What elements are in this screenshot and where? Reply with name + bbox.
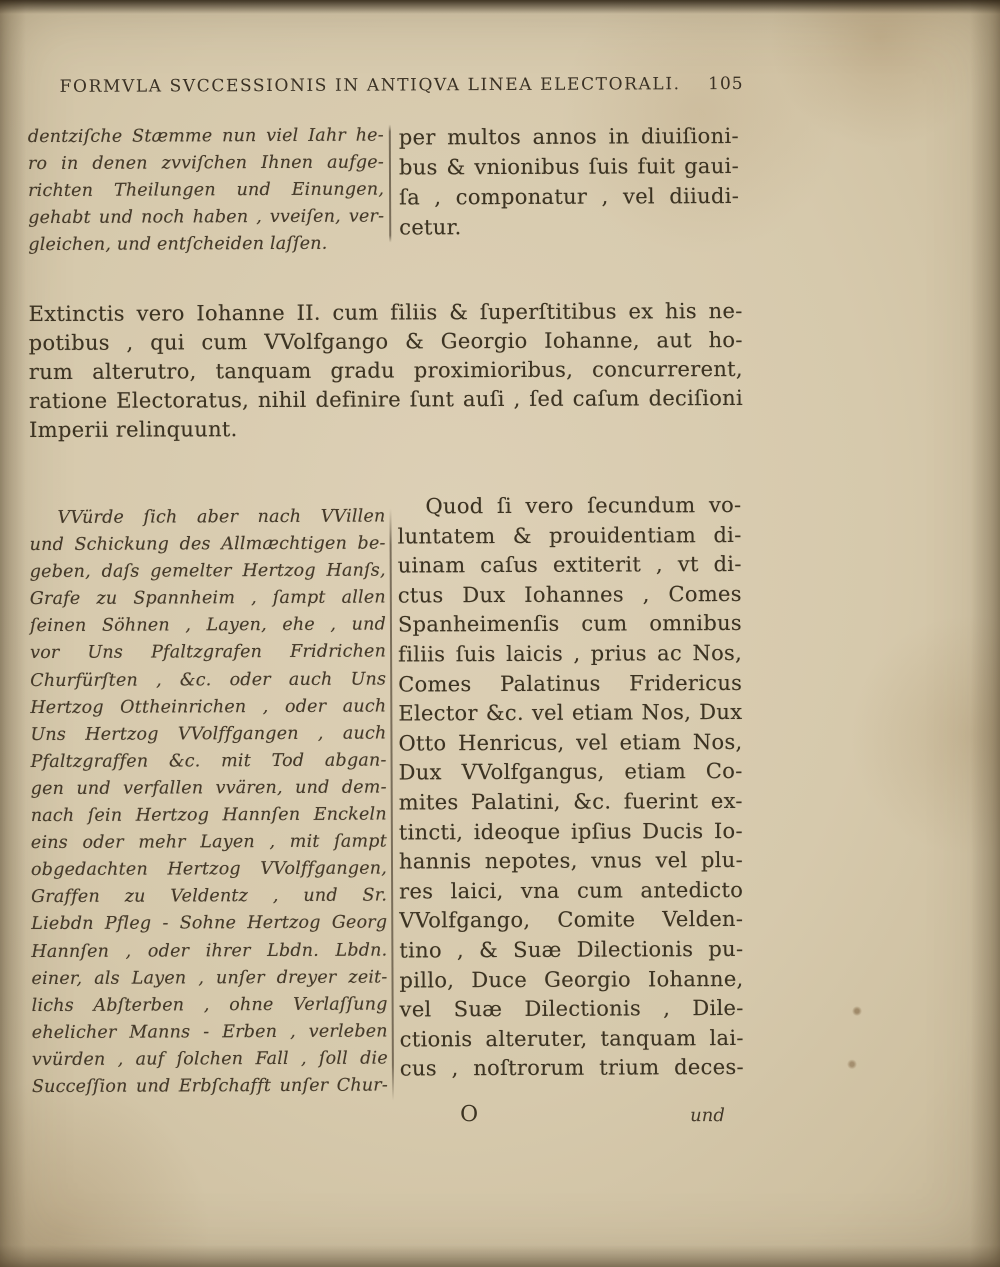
column-divider-bottom [389,508,394,1100]
middle-paragraph [29,297,744,445]
text-line: bus & vnionibus ſuis fuit gaui- [398,153,740,180]
text-line: vel Suæ Dilectionis , Dile- [399,996,744,1022]
text-line: ro in denen zvviſchen Ihnen aufge- [27,152,384,175]
text-line: Spanheimenſis cum omnibus [397,611,743,637]
text-line: ctus Dux Iohannes , Comes [397,581,742,608]
text-line: vvürden , auf ſolchen Fall , ſoll die [31,1048,388,1070]
text-line: Imperii relinquunt. [29,417,238,443]
text-line: luntatem & prouidentiam di- [397,522,742,549]
text-line: dentziſche Stæmme nun viel Iahr he- [27,125,384,148]
text-line: Comes Palatinus Fridericus [398,670,743,697]
text-line: Elector &c. vel etiam Nos, Dux [398,700,743,726]
text-line: ehelicher Manns - Erben , verleben [31,1021,388,1043]
text-line: filiis ſuis laicis , prius ac Nos, [398,640,743,667]
text-line: tincti, ideoque ipſius Ducis Io- [398,818,743,844]
page-title: FORMVLA SVCCESSIONIS IN ANTIQVA LINEA ELECTORALI. [59,74,681,97]
page-number: 105 [708,73,744,95]
text-line: ratione Electoratus, nihil definire ſunt auſi , ſed caſum deciſioni [28,385,744,414]
text-line: Otto Henricus, vel etiam Nos, [398,729,743,756]
text-line: Uns Hertzog VVolffgangen , auch [30,723,387,745]
text-line: geben, daſs gemelter Hertzog Hanſs, [29,560,386,583]
text-line: VVürde ſich aber nach VVillen [57,506,386,528]
text-line: hannis nepotes, vnus vel plu- [398,848,744,874]
text-line: rum alterutro, tanquam gradu proximioribus, concurrerent, [28,356,743,385]
text-line: Pfaltzgraffen &c. mit Tod abgan- [30,750,387,772]
text-line: ſa , componatur , vel diiudi- [399,183,740,210]
text-line: einer, als Layen , unſer dreyer zeit- [31,967,388,989]
text-line: mites Palatini, &c. fuerint ex- [398,788,743,815]
text-line: res laici, vna cum antedicto [399,877,744,904]
bottom-german-column [29,503,388,1101]
top-german-column [28,123,385,260]
text-line: tino , & Suæ Dilectionis pu- [399,936,744,963]
catchword: und [690,1105,725,1127]
text-line: Churfürſten , &c. oder auch Uns [30,669,387,691]
text-line: Succeſſion und Erbſchafft unſer Chur- [31,1075,389,1098]
text-line: Graffen zu Veldentz , und Sr. [31,885,388,908]
text-line: Hertzog Ottheinrichen , oder auch [30,696,387,718]
text-line: Extinctis vero Iohanne II. cum filiis & ſuperſtitibus ex his ne- [28,298,743,327]
text-line: gleichen, und entſcheiden laſſen. [28,233,328,256]
text-line: gehabt und noch haben , vveiſen, ver- [28,206,385,229]
text-line: Grafe zu Spannheim , ſampt allen [29,587,386,610]
text-line: per multos annos in diuiſioni- [398,123,739,150]
text-line: VVolfgango, Comite Velden- [399,907,744,933]
text-line: ctionis alteruter, tanquam lai- [399,1025,744,1052]
text-line: richten Theilungen und Einungen, [28,179,385,202]
running-head [60,74,744,97]
top-latin-column [399,121,740,242]
text-line: und Schickung des Allmæchtigen be- [29,533,386,556]
text-line: gen und verfallen vvären, und dem- [30,777,387,799]
text-line: obgedachten Hertzog VVolffgangen, [30,858,388,881]
bottom-latin-column [397,491,744,1084]
text-line: eins oder mehr Layen , mit ſampt [30,831,387,854]
text-line: cetur. [399,215,462,240]
text-line: nach ſein Hertzog Hannſen Enckeln [30,804,387,827]
text-line: uinam caſus extiterit , vt di- [397,552,742,578]
column-divider-top [389,124,392,242]
text-line: vor Uns Pfaltzgrafen Fridrichen [30,641,387,664]
text-line: cus , noſtrorum trium deces- [399,1055,744,1081]
text-line: Dux VVolfgangus, etiam Co- [398,759,743,785]
text-line: lichs Abſterben , ohne Verlaſſung [31,994,388,1016]
text-line: Quod ſi vero ſecundum vo- [425,492,742,519]
text-line: Liebdn Pfleg - Sohne Hertzog Georg [31,912,388,935]
signature-mark: O [460,1102,479,1128]
text-line: pillo, Duce Georgio Iohanne, [399,966,744,992]
text-line: ſeinen Söhnen , Layen, ehe , und [29,614,387,637]
text-line: potibus , qui cum VVolfgango & Georgio Iohanne, aut ho- [28,327,743,356]
text-line: Hannſen , oder ihrer Lbdn. Lbdn. [31,939,388,962]
